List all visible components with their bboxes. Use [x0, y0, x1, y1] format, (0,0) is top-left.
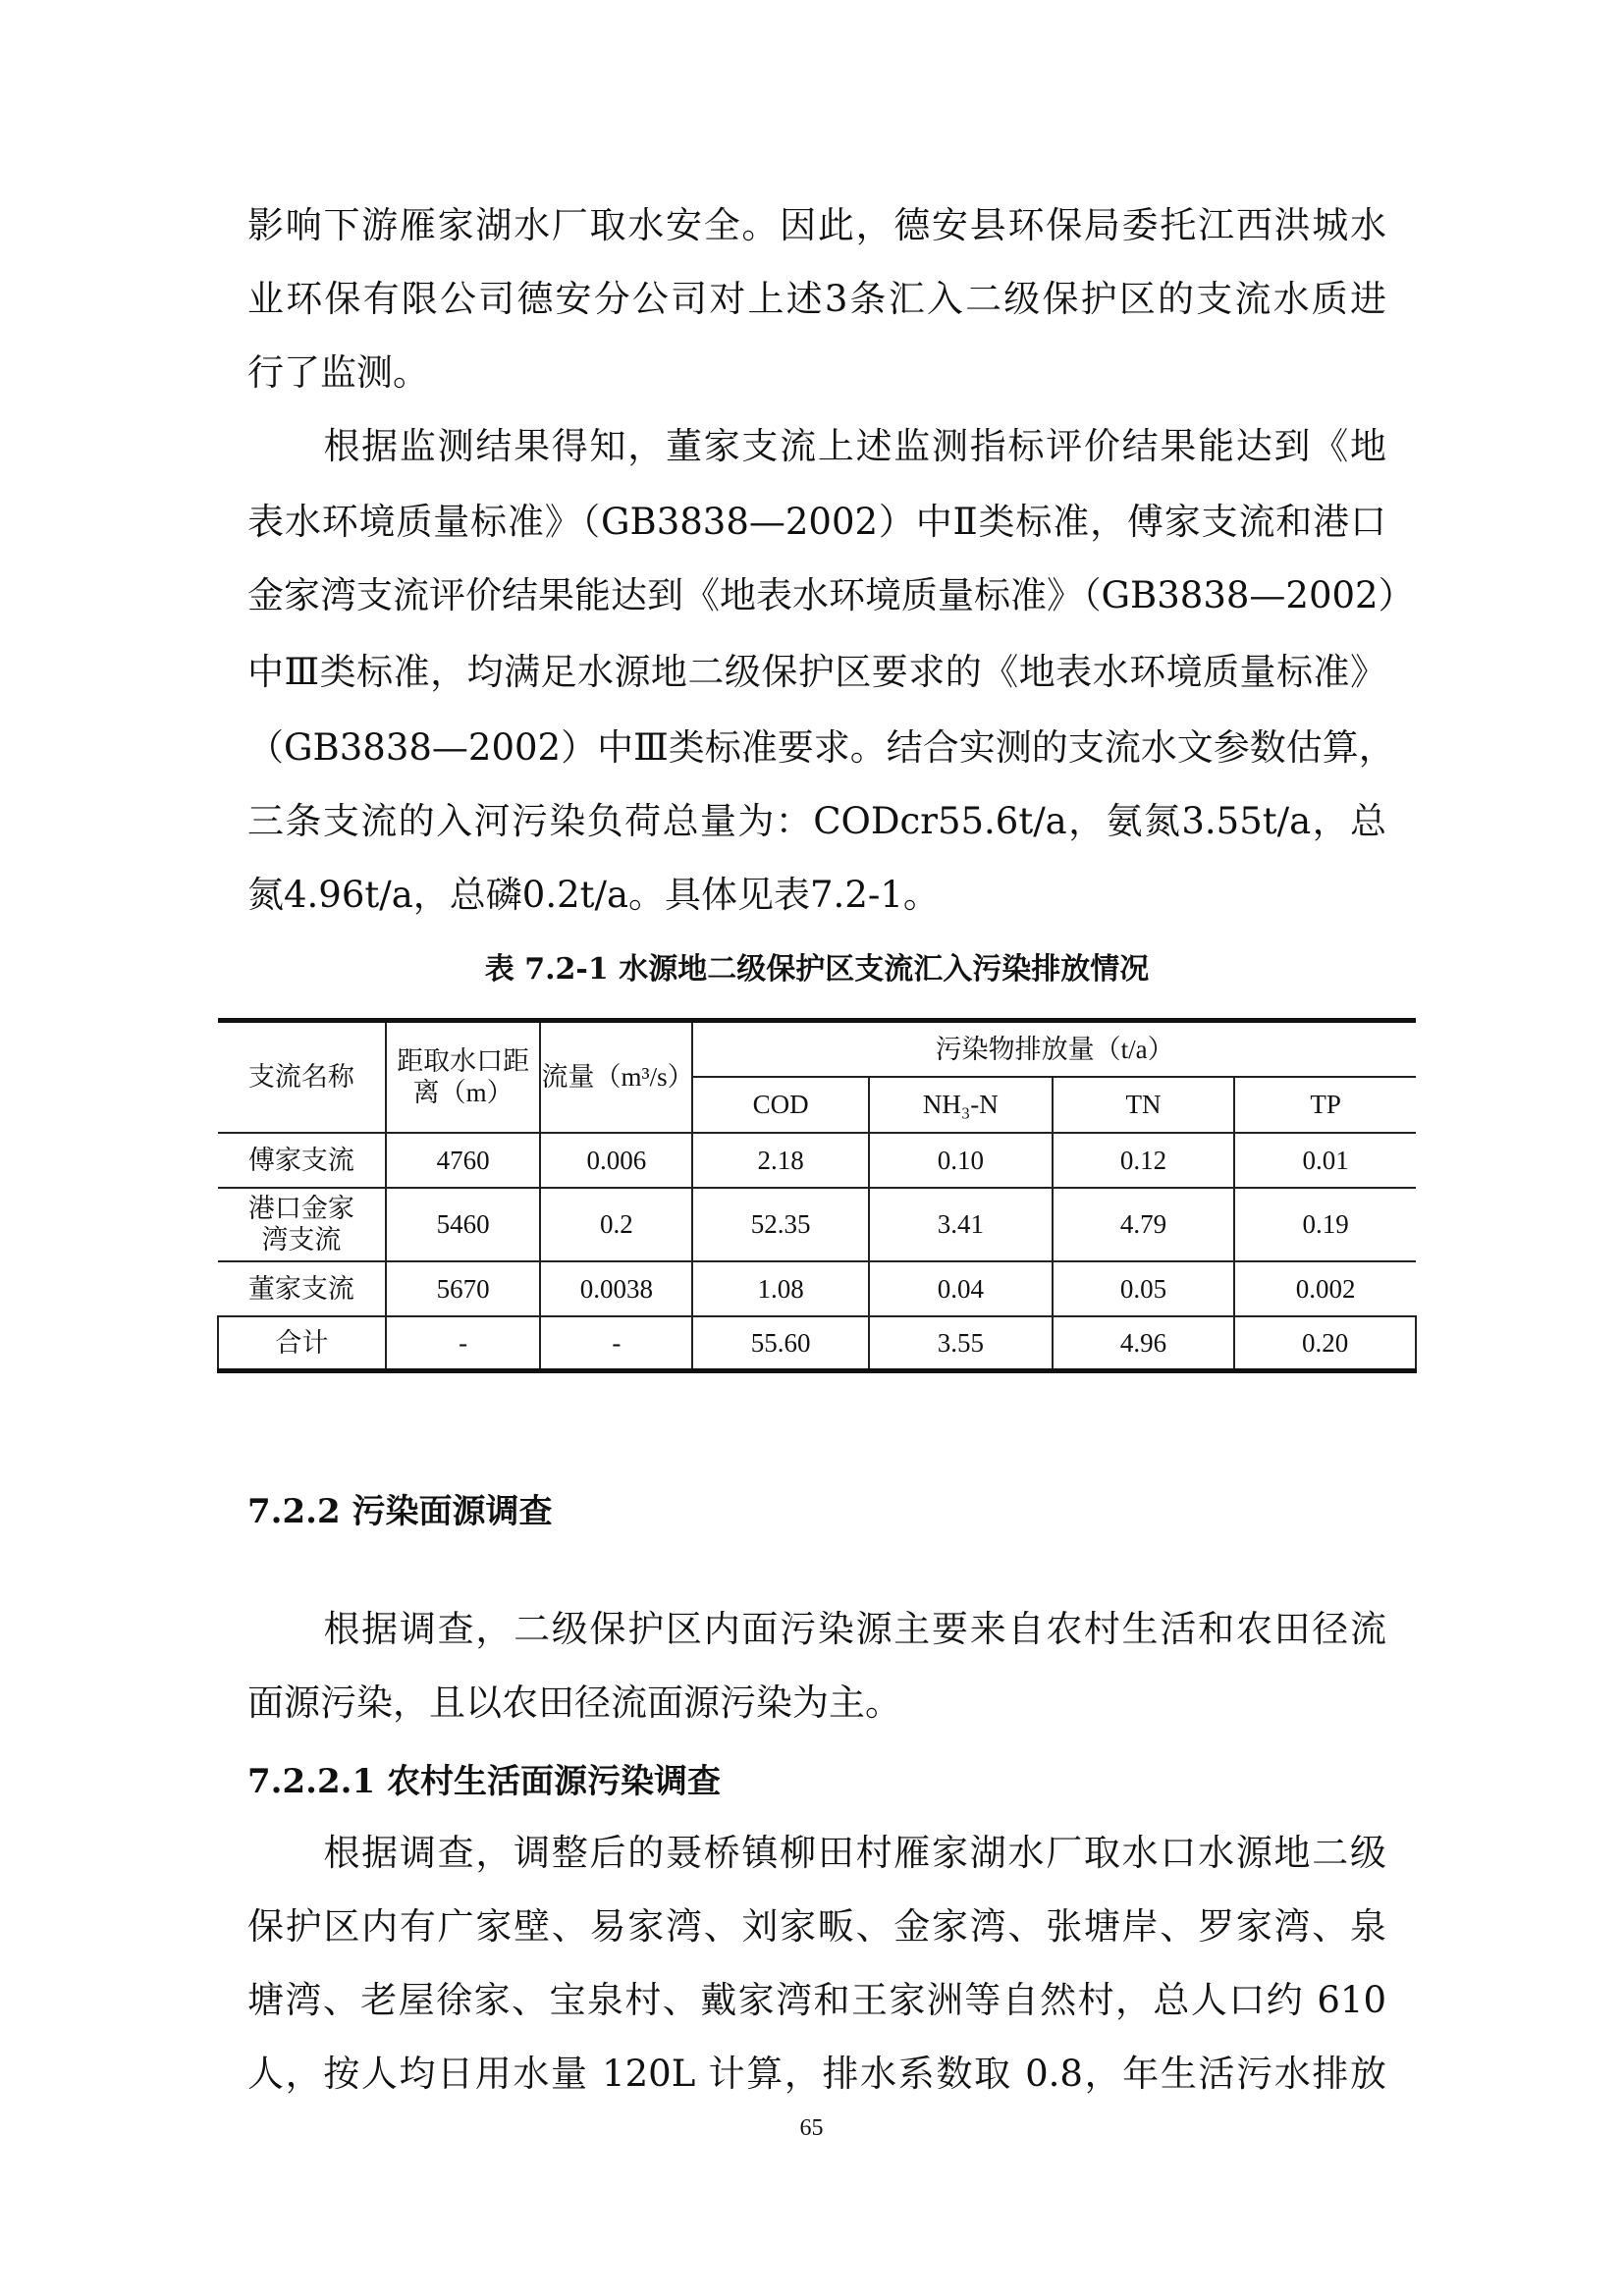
text-line: 氮4.96t/a，总磷0.2t/a。具体见表7.2-1。 — [247, 874, 940, 916]
cell: 55.60 — [692, 1316, 869, 1371]
text-line: 业环保有限公司德安分公司对上述3条汇入二级保护区的支流水质进 — [247, 278, 1386, 320]
header-tp: TP — [1234, 1077, 1416, 1133]
table-row — [218, 1261, 1416, 1316]
page-number: 65 — [799, 2115, 824, 2141]
cell: 0.006 — [540, 1133, 692, 1188]
table-row — [218, 1133, 1416, 1188]
cell: 1.08 — [692, 1261, 869, 1316]
table-caption: 表 7.2-1 水源地二级保护区支流汇入污染排放情况 — [484, 952, 1150, 987]
text-line: 金家湾支流评价结果能达到《地表水环境质量标准》（GB3838—2002） — [247, 574, 1415, 616]
text-line: 中Ⅲ类标准，均满足水源地二级保护区要求的《地表水环境质量标准》 — [247, 651, 1386, 693]
cell: - — [540, 1316, 692, 1371]
text-line: 三条支流的入河污染负荷总量为：CODcr55.6t/a，氨氮3.55t/a，总 — [247, 800, 1386, 842]
cell: 4.96 — [1053, 1316, 1235, 1371]
cell: 5460 — [386, 1188, 541, 1261]
text-line: 塘湾、老屋徐家、宝泉村、戴家湾和王家洲等自然村，总人口约 610 — [247, 1979, 1386, 2021]
cell: 0.002 — [1234, 1261, 1416, 1316]
text-line: 影响下游雁家湖水厂取水安全。因此，德安县环保局委托江西洪城水 — [247, 204, 1386, 246]
header-tn: TN — [1053, 1077, 1235, 1133]
header-name: 支流名称 — [218, 1021, 386, 1133]
text-line: 根据监测结果得知，董家支流上述监测指标评价结果能达到《地 — [247, 425, 1386, 467]
header-emission-group: 污染物排放量（t/a） — [692, 1021, 1416, 1077]
cell: 董家支流 — [218, 1261, 386, 1316]
text-line: 根据调查，二级保护区内面污染源主要来自农村生活和农田径流 — [247, 1608, 1386, 1650]
text-line: 行了监测。 — [247, 351, 429, 394]
cell: 港口金家湾支流 — [218, 1188, 386, 1261]
cell: 0.19 — [1234, 1188, 1416, 1261]
cell: 0.05 — [1053, 1261, 1235, 1316]
cell: 4760 — [386, 1133, 541, 1188]
cell: 4.79 — [1053, 1188, 1235, 1261]
header-distance: 距取水口距离（m） — [386, 1021, 541, 1133]
cell: 傅家支流 — [218, 1133, 386, 1188]
text-line: 根据调查，调整后的聂桥镇柳田村雁家湖水厂取水口水源地二级 — [247, 1832, 1386, 1874]
text-line: 保护区内有广家壁、易家湾、刘家畈、金家湾、张塘岸、罗家湾、泉 — [247, 1905, 1386, 1948]
table-row — [218, 1188, 1416, 1261]
header-nh3n: NH₃-N — [869, 1077, 1053, 1133]
cell: 3.41 — [869, 1188, 1053, 1261]
header-cod: COD — [692, 1077, 869, 1133]
cell: 0.20 — [1234, 1316, 1416, 1371]
cell: 52.35 — [692, 1188, 869, 1261]
pollution-table — [217, 1018, 1417, 1373]
text-line: （GB3838—2002）中Ⅲ类标准要求。结合实测的支流水文参数估算， — [247, 726, 1395, 769]
cell: 0.0038 — [540, 1261, 692, 1316]
subsection-heading: 7.2.2.1 农村生活面源污染调查 — [247, 1762, 721, 1801]
cell: 合计 — [218, 1316, 386, 1371]
text-line: 面源污染，且以农田径流面源污染为主。 — [247, 1682, 901, 1724]
cell: 3.55 — [869, 1316, 1053, 1371]
header-flow: 流量（m³/s） — [540, 1021, 692, 1133]
cell: 0.01 — [1234, 1133, 1416, 1188]
cell: 0.2 — [540, 1188, 692, 1261]
cell: 2.18 — [692, 1133, 869, 1188]
section-heading: 7.2.2 污染面源调查 — [247, 1492, 553, 1531]
cell: 0.12 — [1053, 1133, 1235, 1188]
cell: - — [386, 1316, 541, 1371]
cell: 0.04 — [869, 1261, 1053, 1316]
cell: 5670 — [386, 1261, 541, 1316]
cell: 0.10 — [869, 1133, 1053, 1188]
text-line: 表水环境质量标准》（GB3838—2002）中Ⅱ类标准，傅家支流和港口 — [247, 501, 1386, 543]
text-line: 人，按人均日用水量 120L 计算，排水系数取 0.8，年生活污水排放 — [247, 2053, 1386, 2095]
table-row-total — [218, 1316, 1416, 1371]
